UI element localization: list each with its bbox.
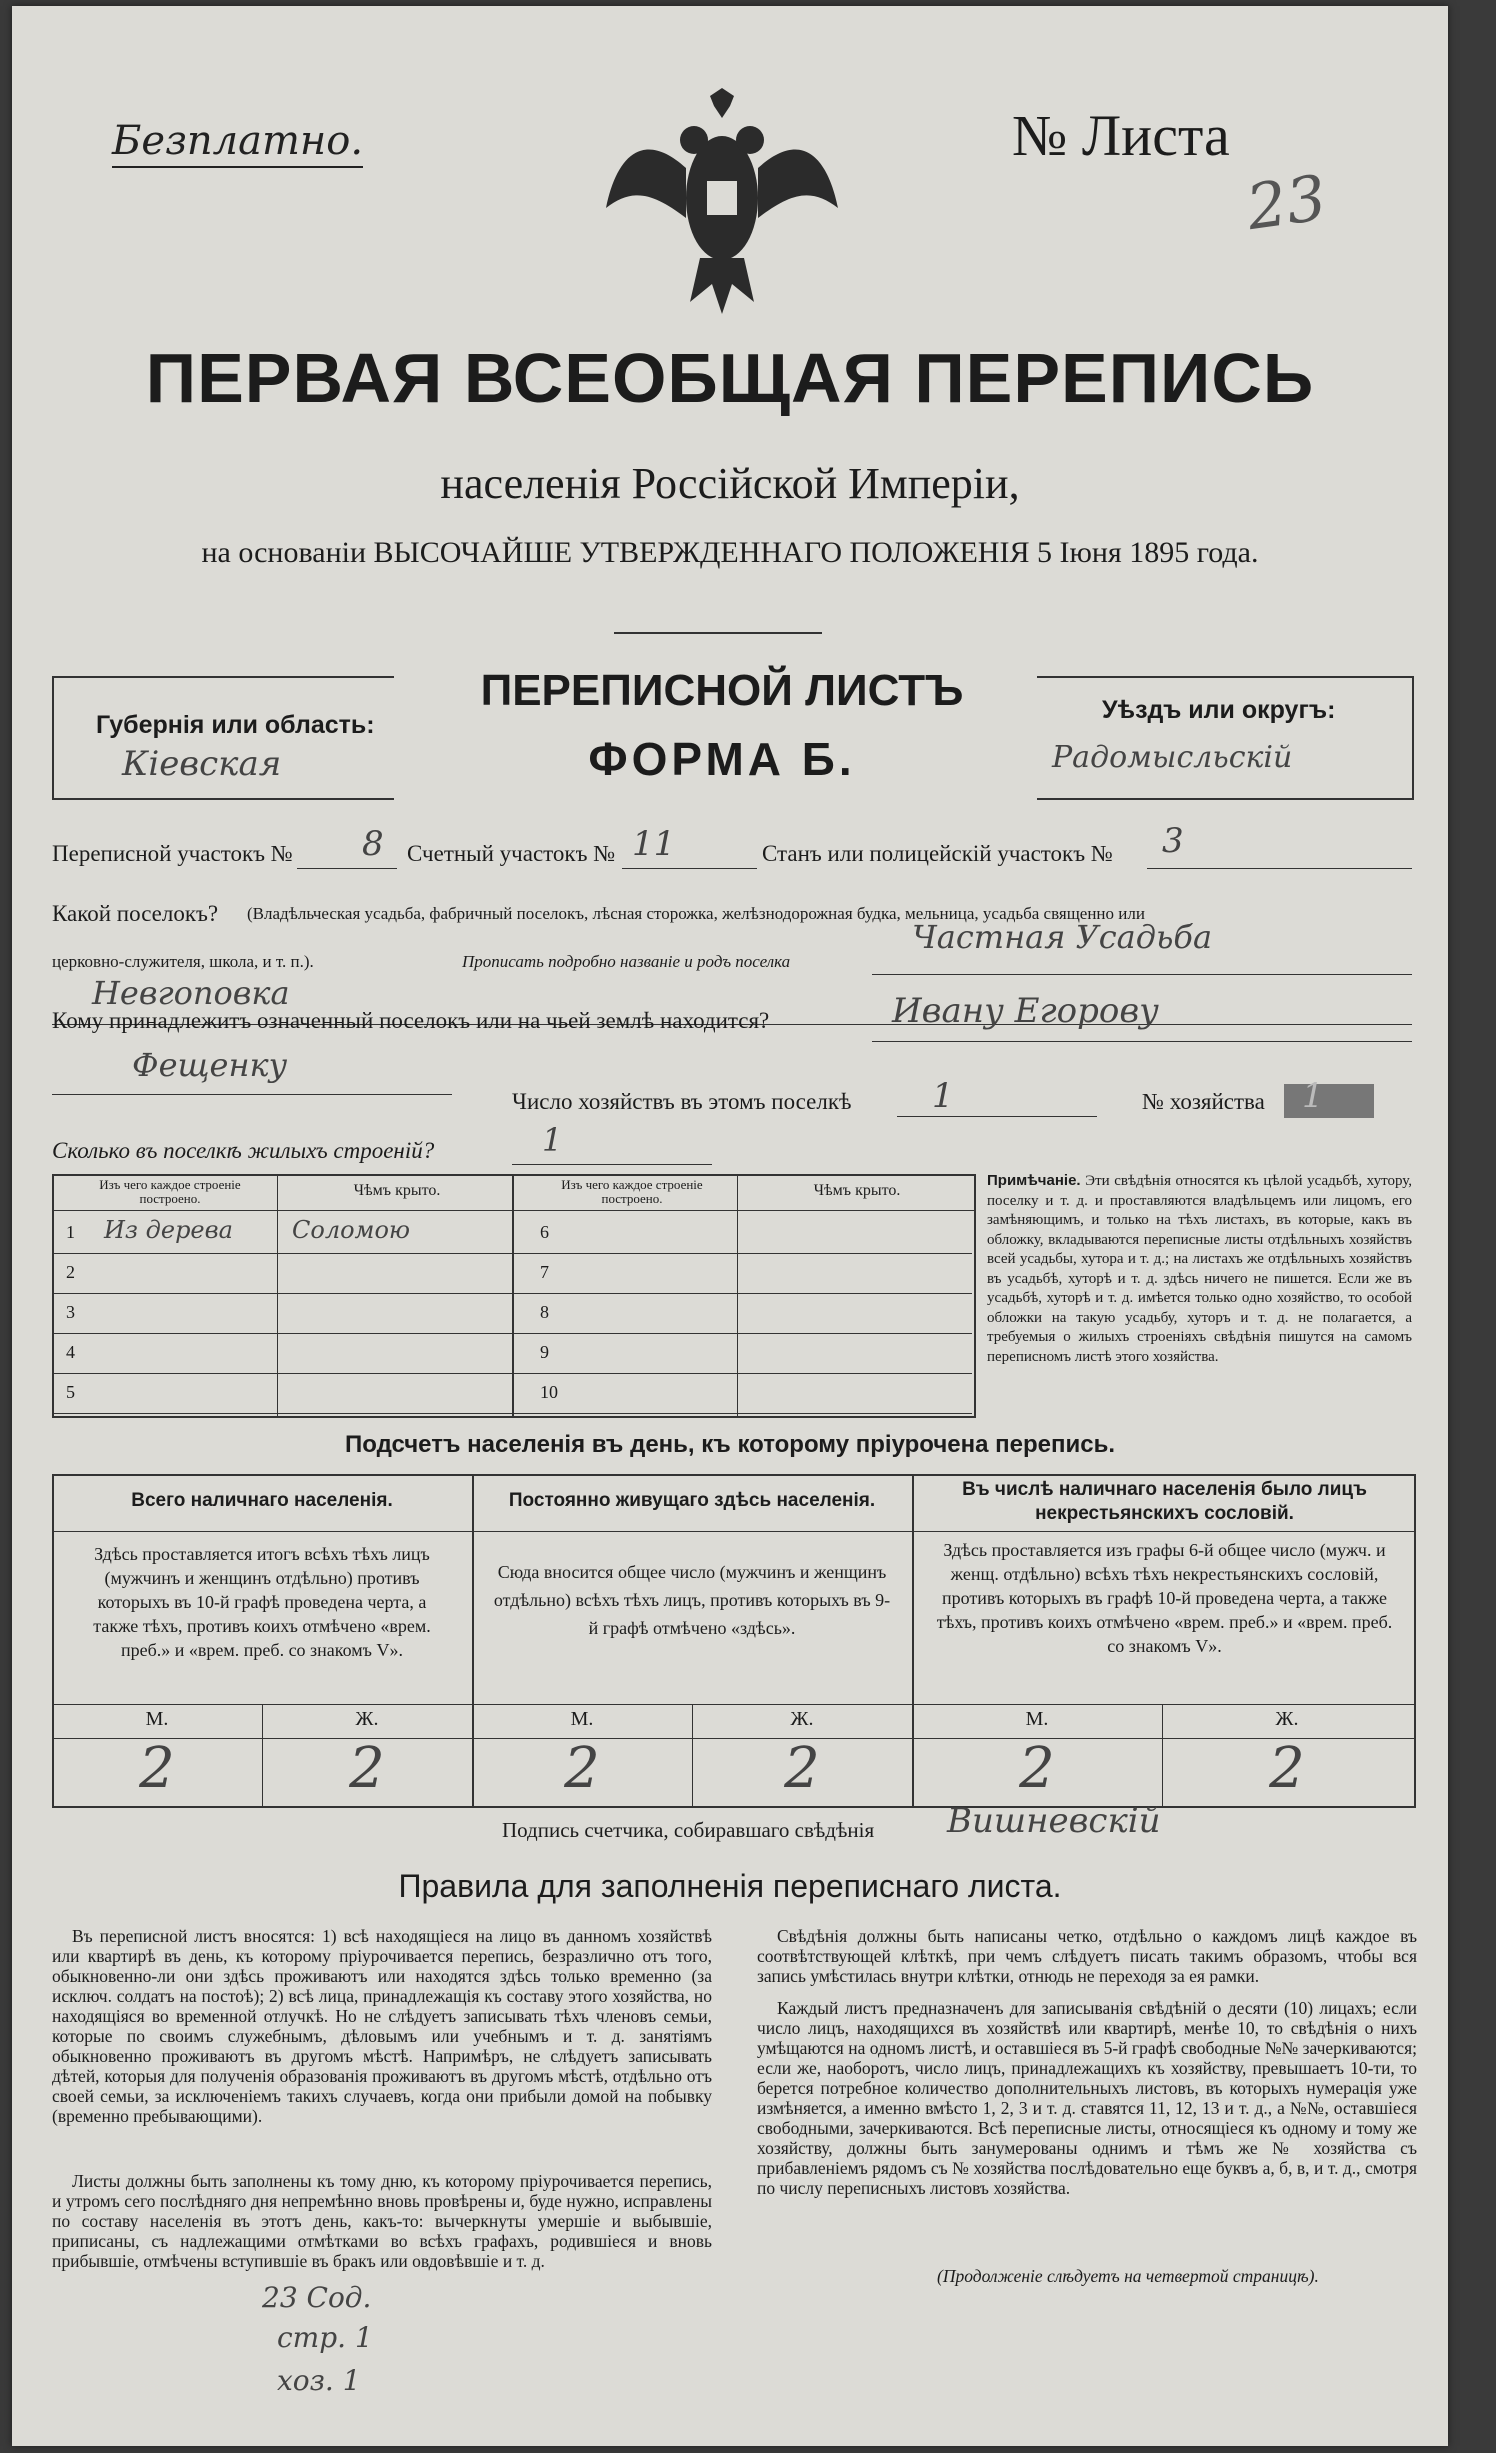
owner-line1 — [872, 1041, 1412, 1042]
buildings-row-line — [512, 1333, 972, 1334]
buildings-row-number: 8 — [540, 1302, 549, 1322]
buildings-row-line — [52, 1373, 512, 1374]
household-no-value: 1 — [1302, 1076, 1324, 1116]
poselok-hint2: церковно-служителя, школа, и т. п.). — [52, 952, 314, 971]
schet-line — [622, 868, 757, 869]
buildings-row-line — [52, 1253, 512, 1254]
stan-line — [1147, 868, 1412, 869]
household-no-box — [1284, 1084, 1374, 1118]
buildings-row-line — [52, 1413, 512, 1414]
gubernia-value: Кіевская — [122, 744, 282, 784]
buildings-value: 1 — [542, 1121, 563, 1159]
form-title: ПЕРЕПИСНОЙ ЛИСТЪ — [480, 666, 964, 715]
stan-label: Станъ или полицейскій участокъ № — [762, 841, 1113, 866]
buildings-row-line — [52, 1333, 512, 1334]
households-value: 1 — [932, 1076, 954, 1116]
uezd-box — [1037, 676, 1414, 800]
census-sheet — [12, 6, 1448, 2446]
count-zh-2: Ж. — [790, 1708, 814, 1730]
note-block — [987, 1171, 1412, 1367]
buildings-label: Сколько въ поселкѣ жилыхъ строеній? — [52, 1138, 435, 1163]
count-title: Подсчетъ населенія въ день, къ которому пріурочена перепись. — [345, 1431, 1115, 1458]
legal-basis: на основаніи ВЫСОЧАЙШЕ УТВЕРЖДЕННАГО ПОЛОЖЕНІЯ 5 Іюня 1895 года. — [201, 536, 1259, 569]
count-col3-text: Здѣсь проставляется изъ графы 6-й общее число (мужч. и женщ. отдѣльно) всѣхъ тѣхъ некрестьянскихъ сословій, противъ которыхъ въ графѣ 10-й проведена черта, а также тѣхъ, противъ коихъ отмѣчено «врем. преб.» и «врем. преб. со знакомъ V». — [936, 1540, 1393, 1656]
gubernia-label: Губернія или область: — [96, 711, 375, 739]
count-col2-text: Сюда вносится общее число (мужчинъ и женщинъ отдѣльно) всѣхъ тѣхъ лицъ, противъ которыхъ въ 9-й графѣ отмѣчено «здѣсь». — [493, 1562, 891, 1638]
buildings-row-line — [512, 1293, 972, 1294]
poselok-value2: Невгоповка — [92, 974, 290, 1012]
uchastok-value: 8 — [362, 824, 384, 864]
uezd-value: Радомысльскій — [1052, 740, 1293, 775]
count-m-2: М. — [570, 1708, 594, 1730]
buildings-row-number: 9 — [540, 1342, 549, 1362]
count-value-4: 2 — [784, 1736, 820, 1801]
main-title: ПЕРВАЯ ВСЕОБЩАЯ ПЕРЕПИСЬ — [145, 339, 1315, 417]
rules-left-para1: Въ переписной листъ вносятся: 1) всѣ находящіеся на лицо въ данномъ хозяйствѣ или квартирѣ въ день, къ которому пріурочивается перепись, безразлично отъ того, обыкновенно-ли они здѣсь проживаютъ или находятся здѣсь только временно (за исключ. солдатъ на постоѣ); 2) всѣ лица, принадлежащія къ составу этого хозяйства, но находящіяся во временной отлучкѣ. Но не слѣдуетъ записывать тѣхъ членовъ семьи, которые по своимъ служебнымъ, дѣловымъ или учебнымъ и т. д. занятіямъ обыкновенно проживаютъ въ другомъ мѣстѣ. Напримѣръ, не слѣдуетъ записывать дѣтей, которыя для полученія образованія проживаютъ въ другомъ мѣстѣ, отдѣльно отъ своей семьи, за исключеніемъ такихъ случаевъ, когда они прибыли домой на побывку (временно пребывающими). — [52, 1926, 712, 2126]
note-label: Примѣчаніе. — [987, 1172, 1081, 1189]
sheet-number-value: 23 — [1242, 160, 1331, 245]
buildings-row-material: Из дерева — [104, 1216, 233, 1244]
household-no-label: № хозяйства — [1142, 1089, 1265, 1114]
buildings-col1-header: Изъ чего каждое строеніе построено. — [99, 1177, 241, 1206]
rules-right-para2: Каждый листъ предназначенъ для записыванія свѣдѣній о десяти (10) лицахъ; если число лицъ, находящихся въ хозяйствѣ или квартирѣ, менѣе 10, то свѣдѣнія о нихъ умѣщаются на одномъ листѣ, и оставшіеся въ 5-й графѣ свободные №№ зачеркиваются; если же, наоборотъ, число лицъ, принадлежащихъ къ хозяйству, превышаетъ 10-ти, то берется потребное количество дополнительныхъ листовъ, въ которыхъ нумерація уже измѣняется, а именно вмѣсто 1, 2, 3 и т. д. ставятся 11, 12, 13 и т. д., а №№, оставшіеся свободными, зачеркиваются. Всѣ переписные листы, относящіеся къ одному и тому же хозяйству, должны быть занумерованы однимъ и тѣмъ же № хозяйства съ прибавленіемъ рядомъ съ № хозяйства послѣдовательно еще буквъ а, б, в, и т. д., смотря по числу переписныхъ листовъ хозяйства. — [757, 1998, 1417, 2198]
count-mz-line — [52, 1704, 1414, 1705]
buildings-col4-header: Чѣмъ крыто. — [813, 1182, 901, 1199]
uchastok-label: Переписной участокъ № — [52, 841, 293, 866]
signature-value: Вишневскій — [947, 1801, 1161, 1841]
buildings-row-number: 2 — [66, 1262, 75, 1282]
signature-label: Подпись счетчика, собиравшаго свѣдѣнія — [502, 1818, 875, 1842]
count-value-6: 2 — [1269, 1736, 1305, 1801]
eagle-emblem-icon — [602, 88, 842, 318]
count-value-2: 2 — [349, 1736, 385, 1801]
count-value-1: 2 — [139, 1736, 175, 1801]
rules-title: Правила для заполненія переписнаго листа. — [398, 1868, 1062, 1904]
uezd-label: Уѣздъ или округъ: — [1102, 696, 1336, 724]
count-col3-title: Въ числѣ наличнаго населенія было лицъ некрестьянскихъ сословій. — [962, 1479, 1367, 1524]
free-label: Безплатно. — [112, 118, 363, 168]
buildings-row-number: 3 — [66, 1302, 75, 1322]
schet-value: 11 — [632, 824, 676, 864]
subtitle: населенія Россійской Имперіи, — [440, 459, 1020, 508]
buildings-row-roof: Соломою — [292, 1216, 411, 1244]
buildings-header-line — [52, 1210, 974, 1211]
footnote-line3: хоз. 1 — [277, 2364, 361, 2397]
poselok-label: Какой поселокъ? — [52, 901, 219, 926]
buildings-line — [512, 1164, 712, 1165]
note-text: Эти свѣдѣнія относятся къ цѣлой усадьбѣ, хутору, поселку и т. д. и проставляются владѣльцемъ или лицомъ, его замѣняющимъ, и только на тѣхъ листахъ, въ которые, какъ въ обложку, вкладываются переписные листы отдѣльныхъ хозяйствъ всей усадьбы, хутора и т. д.; на листахъ же отдѣльныхъ хозяйствъ въ усадьбѣ, хуторѣ и т. д. здѣсь ничего не пишется. Если же въ усадьбѣ, хуторѣ и т. д. имѣется только одно хозяйство, то особой обложки на такую усадьбу, хуторъ и т. д. не полагается, а требуемыя о жилыхъ строеніяхъ свѣдѣнія пишутся на самомъ переписномъ листѣ этого хозяйства. — [987, 1173, 1413, 1365]
count-zh-3: Ж. — [1275, 1708, 1299, 1730]
buildings-row-line — [512, 1253, 972, 1254]
buildings-row-number: 5 — [66, 1382, 75, 1402]
form-name: ФОРМА Б. — [588, 733, 856, 785]
schet-label: Счетный участокъ № — [407, 841, 616, 866]
buildings-row-number: 7 — [540, 1262, 549, 1282]
poselok-instruction: Прописать подробно названіе и родъ поселка — [462, 952, 791, 971]
count-m-1: М. — [145, 1708, 169, 1730]
buildings-row-number: 6 — [540, 1222, 549, 1242]
count-header-line — [52, 1531, 1414, 1532]
poselok-hint: (Владѣльческая усадьба, фабричный поселокъ, лѣсная сторожка, желѣзнодорожная будка, мельница, усадьба священно или — [247, 904, 1145, 923]
rules-right-para1: Свѣдѣнія должны быть написаны четко, отдѣльно о каждомъ лицѣ каждое въ соотвѣтствующей клѣткѣ, при чемъ слѣдуетъ писать такимъ образомъ, чтобы вся запись умѣстилась внутри клѣтки, отнюдь не переходя за ея рамки. — [757, 1926, 1417, 1986]
owner-value2: Фещенку — [132, 1046, 288, 1084]
poselok-line1 — [872, 974, 1412, 975]
count-value-3: 2 — [564, 1736, 600, 1801]
poselok-value1: Частная Усадьба — [912, 918, 1213, 956]
households-line — [897, 1116, 1097, 1117]
title-divider — [614, 632, 822, 634]
buildings-col3-header: Изъ чего каждое строеніе построено. — [561, 1177, 703, 1206]
buildings-row-number: 1 — [66, 1222, 75, 1242]
households-label: Число хозяйствъ въ этомъ поселкѣ — [512, 1089, 852, 1114]
uchastok-line — [297, 868, 397, 869]
rules-continued: (Продолженіе слѣдуетъ на четвертой страницѣ). — [937, 2266, 1319, 2286]
footnote-line2: стр. 1 — [277, 2321, 373, 2354]
count-col2-title: Постоянно живущаго здѣсь населенія. — [508, 1490, 876, 1511]
buildings-row-line — [512, 1373, 972, 1374]
buildings-row-number: 4 — [66, 1342, 75, 1362]
buildings-row-line — [52, 1293, 512, 1294]
owner-line2 — [52, 1094, 452, 1095]
buildings-col2-header: Чѣмъ крыто. — [353, 1182, 441, 1199]
buildings-row-line — [512, 1413, 972, 1414]
footnote-line1: 23 Сод. — [262, 2281, 372, 2314]
count-zh-1: Ж. — [355, 1708, 379, 1730]
stan-value: 3 — [1162, 821, 1184, 861]
owner-label: Кому принадлежитъ означенный поселокъ или на чьей землѣ находится? — [52, 1008, 770, 1033]
count-col1-text: Здѣсь проставляется итогъ всѣхъ тѣхъ лицъ (мужчинъ и женщинъ отдѣльно) противъ которыхъ въ 10-й графѣ проведена черта, а также тѣхъ, противъ коихъ отмѣчено «врем. преб.» и «врем. преб. со знакомъ V». — [93, 1544, 431, 1660]
count-m-3: М. — [1025, 1708, 1049, 1730]
rules-left-para2: Листы должны быть заполнены къ тому дню, къ которому пріурочивается перепись, и утромъ сего послѣдняго дня непремѣнно вновь провѣрены и, буде нужно, исправлены по составу населенія въ этотъ день, какъ-то: вычеркнуты умершіе и выбывшіе, приписаны, съ надлежащими отмѣтками во всѣхъ графахъ, родившіеся и вновь прибывшіе, отмѣчены вступившіе въ бракъ или овдовѣвшіе и т. д. — [52, 2171, 712, 2271]
count-col1-title: Всего наличнаго населенія. — [131, 1490, 393, 1511]
sheet-number-label: № Листа — [1012, 103, 1230, 168]
count-value-5: 2 — [1019, 1736, 1055, 1801]
buildings-row-number: 10 — [540, 1382, 558, 1402]
owner-value1: Ивану Егорову — [892, 991, 1159, 1031]
